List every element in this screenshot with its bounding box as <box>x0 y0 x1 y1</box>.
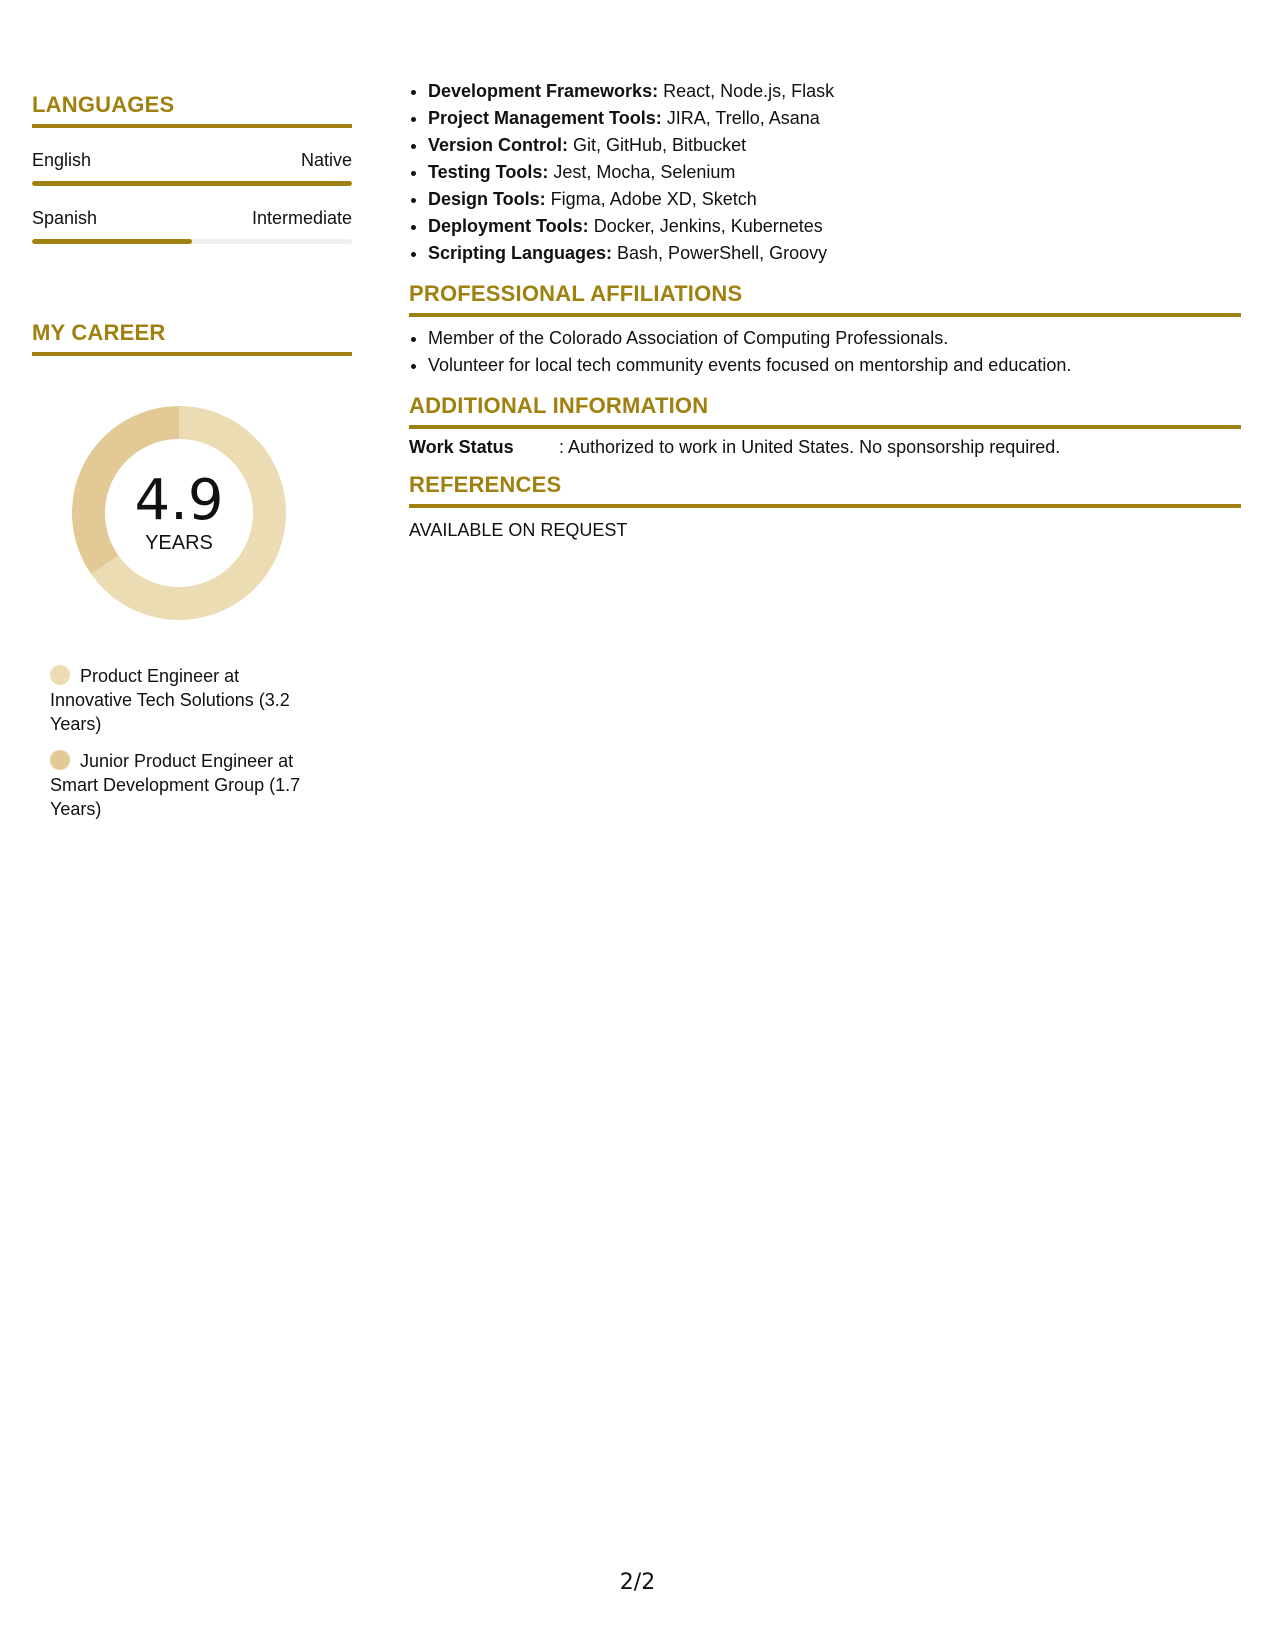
work-status-label: Work Status <box>409 437 514 457</box>
skill-label: Project Management Tools: <box>428 108 662 128</box>
list-item <box>428 132 1241 159</box>
skills-list <box>409 78 1241 267</box>
language-bar-fill <box>32 239 192 244</box>
skill-label: Development Frameworks: <box>428 81 659 101</box>
language-name: English <box>32 150 92 170</box>
total-years-unit: YEARS <box>145 531 213 554</box>
list-item: • Member of the Colorado Association of Computing Professionals. <box>428 325 1241 352</box>
career-donut-chart <box>66 400 292 626</box>
language-bar-spanish <box>32 239 352 244</box>
skill-label: Testing Tools: <box>428 162 549 182</box>
list-item <box>428 105 1241 132</box>
list-item <box>428 159 1241 186</box>
right-column <box>409 78 1241 541</box>
list-item <box>428 78 1241 105</box>
references-text: AVAILABLE ON REQUEST <box>409 520 628 540</box>
language-bar-fill <box>32 181 352 186</box>
total-years-value: 4.9 <box>134 467 224 533</box>
skill-value: React, Node.js, Flask <box>658 81 835 101</box>
legend-label: Junior Product Engineer at Smart Development Group (1.7 Years) <box>50 751 301 819</box>
legend-item <box>50 664 320 736</box>
donut-center <box>66 400 292 626</box>
list-item <box>428 240 1241 267</box>
list-item <box>428 186 1241 213</box>
left-column <box>32 92 352 834</box>
skill-value: Git, GitHub, Bitbucket <box>568 135 747 155</box>
list-item <box>428 213 1241 240</box>
page-number: 2/2 <box>619 1570 656 1595</box>
skill-label: Design Tools: <box>428 189 546 209</box>
career-legend <box>50 664 320 821</box>
language-bar-english <box>32 181 352 186</box>
career-section <box>32 320 352 821</box>
language-level: Intermediate <box>251 208 352 228</box>
legend-item <box>50 749 320 821</box>
affiliations-list <box>409 325 1241 379</box>
affiliations-section <box>409 281 1241 379</box>
legend-dot-icon <box>50 750 70 770</box>
language-name: Spanish <box>32 208 98 228</box>
skill-label: Version Control: <box>428 135 569 155</box>
skill-value: Bash, PowerShell, Groovy <box>612 243 828 263</box>
languages-section <box>32 92 352 244</box>
additional-info-section <box>409 393 1241 458</box>
skill-value: JIRA, Trello, Asana <box>661 108 820 128</box>
legend-dot-icon <box>50 665 70 685</box>
skill-value: Docker, Jenkins, Kubernetes <box>588 216 823 236</box>
work-status-row <box>409 437 1241 458</box>
skill-label: Scripting Languages: <box>428 243 613 263</box>
list-item: • Volunteer for local tech community events focused on mentorship and education. <box>428 352 1241 379</box>
legend-label: Product Engineer at Innovative Tech Solutions (3.2 Years) <box>50 666 290 734</box>
references-heading: REFERENCES <box>409 472 1241 508</box>
language-row-spanish <box>32 208 352 229</box>
affiliations-heading: PROFESSIONAL AFFILIATIONS <box>409 281 1241 317</box>
language-level: Native <box>300 150 352 170</box>
skill-value: Jest, Mocha, Selenium <box>548 162 736 182</box>
skill-label: Deployment Tools: <box>428 216 589 236</box>
additional-info-heading: ADDITIONAL INFORMATION <box>409 393 1241 429</box>
references-section <box>409 472 1241 541</box>
skill-value: Figma, Adobe XD, Sketch <box>545 189 757 209</box>
language-row-english <box>32 150 352 171</box>
languages-heading: LANGUAGES <box>32 92 352 128</box>
career-heading: MY CAREER <box>32 320 352 356</box>
work-status-value: : Authorized to work in United States. No sponsorship required. <box>559 437 1061 457</box>
